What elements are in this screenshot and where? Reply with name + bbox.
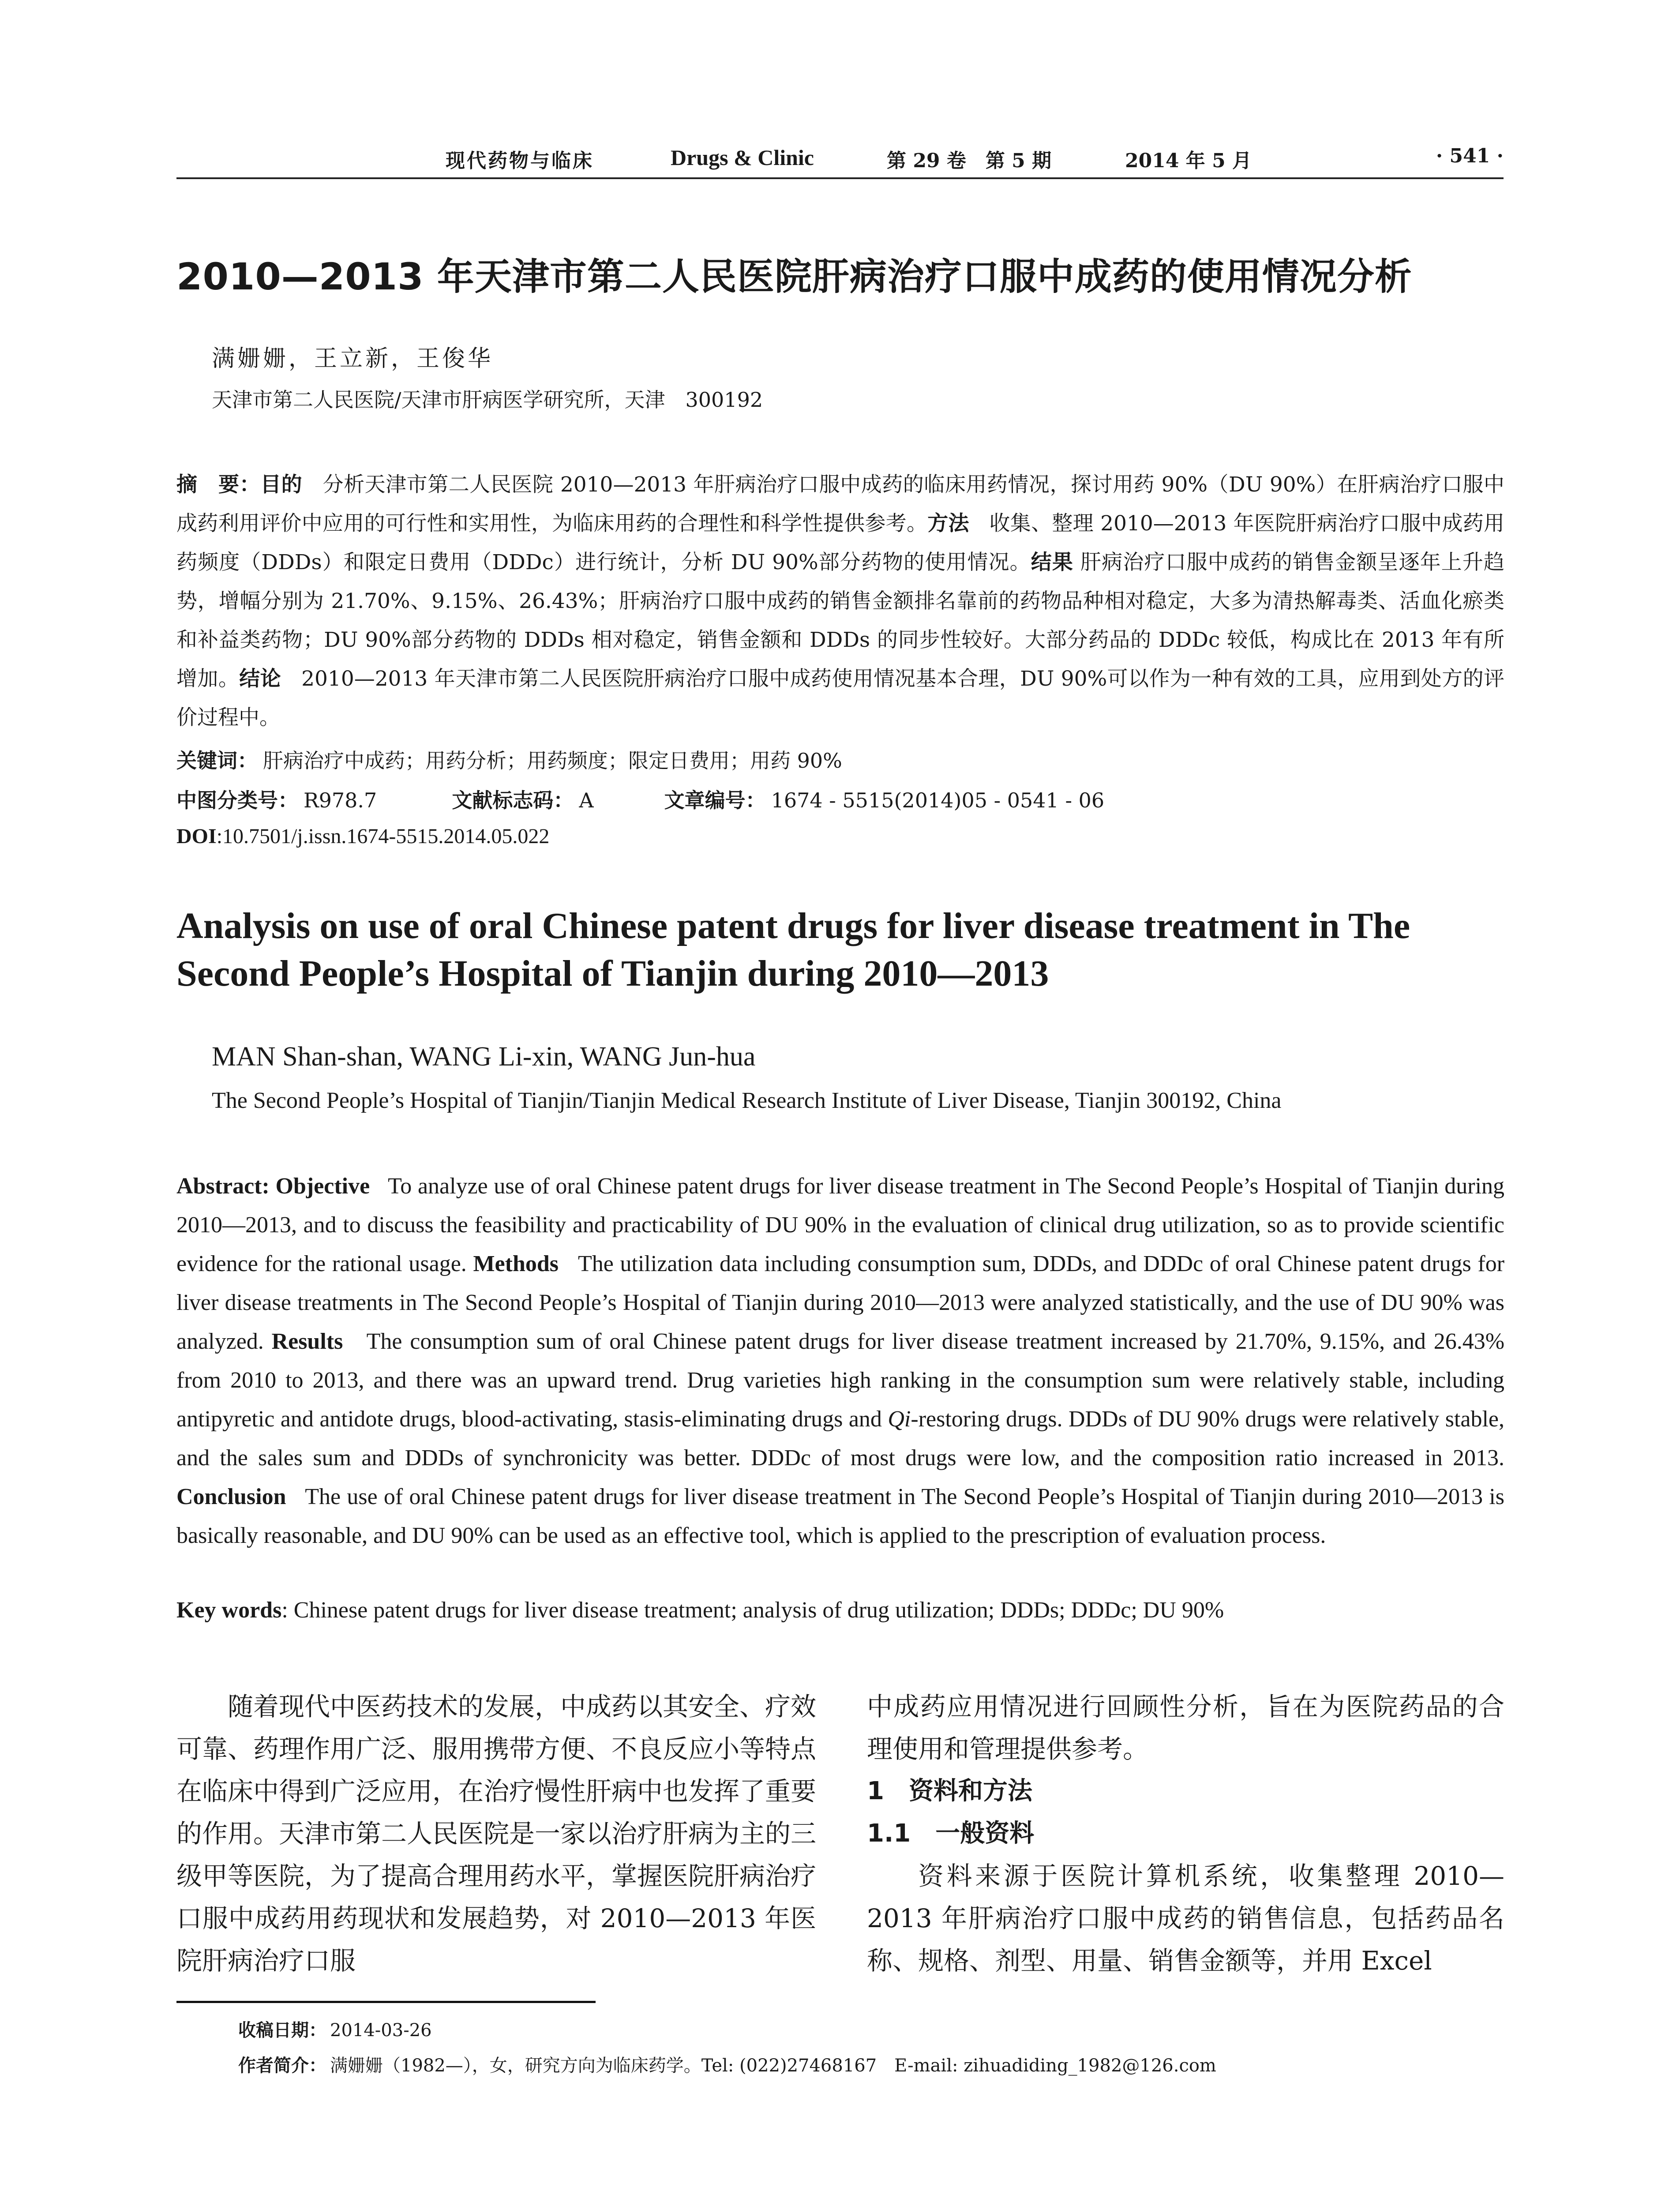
objective-text-cn: 分析天津市第二人民医院 2010—2013 年肝病治疗口服中成药的临床用药情况，探讨用药 90%（DU 90%）在肝病治疗口服中成药利用评价中应用的可行性和实用性，为临床用药的合理性和科学性提供参考。 (176, 473, 1505, 536)
received-label: 收稿日期： (238, 2020, 326, 2041)
journal-name-cn: 现代药物与临床 (446, 150, 594, 172)
body-right-column (867, 1685, 1504, 1982)
article-title-cn: 2010—2013 年天津市第二人民医院肝病治疗口服中成药的使用情况分析 (176, 255, 1412, 298)
author-bio-text: 满姗姗（1982—），女，研究方向为临床药学。Tel: (022)27468167 E-mail: zihuadiding_1982@126.com (330, 2056, 1216, 2076)
results-label-en: Results (271, 1329, 343, 1354)
doc-code-value: A (579, 788, 594, 812)
author-bio-label: 作者简介： (238, 2056, 326, 2076)
abstract-cn-label: 摘 要： (176, 473, 261, 497)
received-value: 2014-03-26 (330, 2020, 432, 2041)
issue-date: 2014 年 5 月 (1125, 150, 1252, 172)
authors-en: MAN Shan-shan, WANG Li-xin, WANG Jun-hua (212, 1042, 756, 1072)
running-header (176, 142, 1504, 179)
abstract-cn (176, 465, 1504, 737)
conclusion-text-cn: 2010—2013 年天津市第二人民医院肝病治疗口服中成药使用情况基本合理，DU 90%可以作为一种有效的工具，应用到处方的评价过程中。 (176, 667, 1505, 730)
journal-name-en: Drugs & Clinic (671, 145, 814, 170)
results-label-cn: 结果 (1031, 550, 1073, 574)
affiliation-en: The Second People’s Hospital of Tianjin/Tianjin Medical Research Institute of Liver Disease, Tianjin 300192, China (212, 1088, 1282, 1113)
article-number-value: 1674 - 5515(2014)05 - 0541 - 06 (771, 788, 1105, 812)
methods-label-cn: 方法 (927, 511, 969, 536)
results-text-en-1: The consumption sum of oral Chinese patent drugs for liver disease treatment increased by 21.70%, 9.15%, and 26.43% from 2010 to 2013, and there was an upward trend. Drug varieties high ranking in the consumption sum were relatively stable, including antipyretic and antidote drugs, blood-activating, stasis-eliminating drugs and (176, 1329, 1505, 1432)
abstract-en-label: Abstract: (176, 1174, 270, 1199)
classification-line (176, 784, 1104, 814)
keywords-text-cn: 肝病治疗中成药；用药分析；用药频度；限定日费用；用药 90% (263, 749, 842, 773)
conclusion-text-en: The use of oral Chinese patent drugs for liver disease treatment in The Second People’s Hospital of Tianjin during 2010—2013 is basically reasonable, and DU 90% can be used as an effective tool, which is applied to the prescription of evaluation process. (176, 1484, 1505, 1548)
authors-cn: 满姗姗，王立新，王俊华 (212, 345, 494, 372)
section-1-1-paragraph: 资料来源于医院计算机系统，收集整理 2010—2013 年肝病治疗口服中成药的销售信息，包括药品名称、规格、剂型、用量、销售金额等，并用 Excel (867, 1861, 1504, 1976)
keywords-label-cn: 关键词： (176, 749, 258, 773)
body-left-column: 随着现代中医药技术的发展，中成药以其安全、疗效可靠、药理作用广泛、服用携带方便、不良反应小等特点在临床中得到广泛应用，在治疗慢性肝病中也发挥了重要的作用。天津市第二人民医院是一家以治疗肝病为主的三级甲等医院，为了提高合理用药水平，掌握医院肝病治疗口服中成药用药现状和发展趋势，对 2010—2013 年医院肝病治疗口服 (176, 1692, 817, 1976)
doi-value: :10.7501/j.issn.1674-5515.2014.05.022 (216, 825, 550, 848)
intro-continuation: 中成药应用情况进行回顾性分析，旨在为医院药品的合理使用和管理提供参考。 (867, 1692, 1504, 1764)
author-bio (238, 2052, 1216, 2077)
abstract-en (176, 1167, 1504, 1555)
methods-text-cn: 收集、整理 2010—2013 年医院肝病治疗口服中成药用药频度（DDDs）和限定日费用（DDDc）进行统计，分析 DU 90%部分药物的使用情况。 (176, 511, 1505, 574)
keywords-label-en: Key words (176, 1598, 282, 1623)
objective-label-cn: 目的 (260, 473, 303, 497)
keywords-text-en: : Chinese patent drugs for liver disease treatment; analysis of drug utilization; DDDs; DDDc; DU 90% (281, 1598, 1224, 1623)
footnote-rule (176, 2001, 596, 2003)
article-title-en: Analysis on use of oral Chinese patent drugs for liver disease treatment in The Second People’s Hospital of Tianjin during 2010—2013 (176, 905, 1410, 994)
section-heading-1-1: 1.1 一般资料 (867, 1819, 1035, 1848)
methods-text-en: The utilization data including consumption sum, DDDs, and DDDc of oral Chinese patent drugs for liver disease treatments in The Second People’s Hospital of Tianjin during 2010—2013 were analyzed statistically, and the use of DU 90% was analyzed. (176, 1251, 1505, 1354)
doi-label: DOI (176, 825, 217, 848)
objective-label-en: Objective (275, 1174, 370, 1199)
page-number: · 541 · (1436, 145, 1504, 167)
section-heading-1: 1 资料和方法 (867, 1777, 1032, 1805)
doi-line (176, 824, 549, 848)
article-number-label: 文章编号： (664, 788, 766, 812)
doc-code-label: 文献标志码： (452, 788, 574, 812)
clc-value: R978.7 (304, 788, 377, 812)
results-text-en-2: -restoring drugs. DDDs of DU 90% drugs were relatively stable, and the sales sum and DDDs of synchronicity was better. DDDc of most drugs were low, and the composition ratio increased in 2013. (176, 1407, 1505, 1471)
keywords-cn (176, 745, 842, 774)
conclusion-label-cn: 结论 (239, 667, 281, 691)
conclusion-label-en: Conclusion (176, 1484, 286, 1509)
results-text-en-qi: Qi (888, 1407, 911, 1432)
keywords-en (176, 1597, 1224, 1623)
volume-issue: 第 29 卷 第 5 期 (887, 150, 1052, 172)
received-date (238, 2016, 432, 2041)
methods-label-en: Methods (473, 1251, 559, 1276)
clc-label: 中图分类号： (176, 788, 298, 812)
affiliation-cn: 天津市第二人民医院/天津市肝病医学研究所，天津 300192 (212, 388, 763, 412)
objective-text-en: To analyze use of oral Chinese patent drugs for liver disease treatment in The Second People’s Hospital of Tianjin during 2010—2013, and to discuss the feasibility and practicability of DU 90% in the evaluation of clinical drug utilization, so as to provide scientific evidence for the rational usage. (176, 1174, 1505, 1276)
results-text-cn: 肝病治疗口服中成药的销售金额呈逐年上升趋势，增幅分别为 21.70%、9.15%、26.43%；肝病治疗口服中成药的销售金额排名靠前的药物品种相对稳定，大多为清热解毒类、活血化瘀类和补益类药物；DU 90%部分药物的 DDDs 相对稳定，销售金额和 DDDs 的同步性较好。大部分药品的 DDDc 较低，构成比在 2013 年有所增加。 (176, 550, 1505, 691)
